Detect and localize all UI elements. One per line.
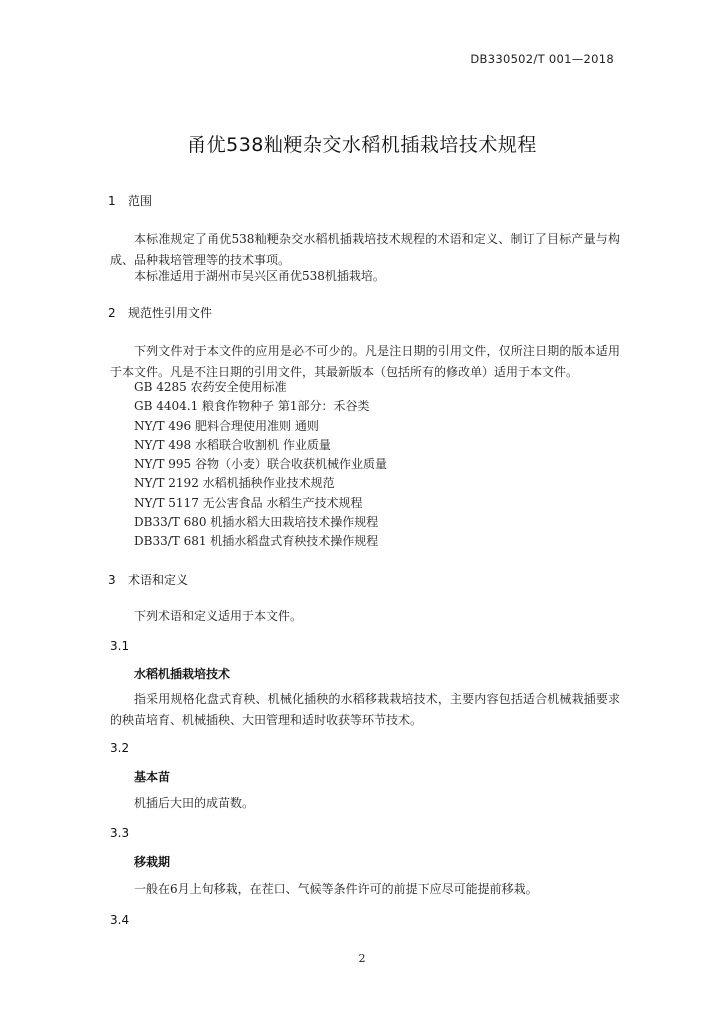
- standard-code: DB330502/T 001—2018: [470, 52, 614, 66]
- section-number: 1: [108, 194, 116, 208]
- term-name: 水稻机插栽培技术: [134, 667, 231, 681]
- reference-item: NY/T 496 肥料合理使用准则 通则: [134, 418, 319, 433]
- page-number: 2: [358, 952, 366, 965]
- term-name: 基本苗: [134, 770, 171, 784]
- reference-list: [134, 378, 387, 552]
- document-title: 甬优538籼粳杂交水稻机插栽培技术规程: [187, 134, 537, 156]
- reference-item: DB33/T 680 机插水稻大田栽培技术操作规程: [134, 515, 379, 530]
- section-heading-normative-references: [108, 304, 212, 321]
- section-title: 规范性引用文件: [128, 306, 213, 320]
- term-name: 移栽期: [134, 855, 171, 869]
- term-number: 3.3: [110, 826, 130, 840]
- section-title: 术语和定义: [128, 573, 189, 587]
- term-definition: 指采用规格化盘式育秧、机械化插秧的水稻移栽栽培技术，主要内容包括适合机械栽插要求的秧苗培育、机械插秧、大田管理和适时收获等环节技术。: [110, 692, 620, 727]
- section-number: 3: [108, 573, 116, 587]
- scope-paragraph: 本标准规定了甬优538籼粳杂交水稻机插栽培技术规程的术语和定义、制订了目标产量与构成、品种栽培管理等的技术事项。: [110, 232, 620, 267]
- terms-intro: 下列术语和定义适用于本文件。: [134, 609, 303, 623]
- reference-item: DB33/T 681 机插水稻盘式育秧技术操作规程: [134, 534, 379, 549]
- section-heading-scope: [108, 192, 152, 209]
- section-title: 范围: [128, 194, 153, 208]
- term-definition: 机插后大田的成苗数。: [134, 796, 255, 810]
- term-number: 3.2: [110, 741, 130, 755]
- term-number: 3.1: [110, 639, 130, 653]
- reference-item: GB 4404.1 粮食作物种子 第1部分：禾谷类: [134, 399, 370, 414]
- section-number: 2: [108, 306, 116, 320]
- reference-item: NY/T 2192 水稻机插秧作业技术规范: [134, 476, 335, 491]
- reference-item: NY/T 995 谷物（小麦）联合收获机械作业质量: [134, 457, 388, 472]
- term-definition: 一般在6月上旬移栽，在茬口、气候等条件许可的前提下应尽可能提前移栽。: [134, 882, 538, 896]
- references-intro: 下列文件对于本文件的应用是必不可少的。凡是注日期的引用文件，仅所注日期的版本适用于本文件。凡是不注日期的引用文件，其最新版本（包括所有的修改单）适用于本文件。: [110, 344, 620, 379]
- scope-applicability: 本标准适用于湖州市吴兴区甬优538机插栽培。: [134, 269, 385, 283]
- reference-item: NY/T 498 水稻联合收割机 作业质量: [134, 437, 331, 452]
- reference-item: NY/T 5117 无公害食品 水稻生产技术规程: [134, 495, 363, 510]
- section-heading-terms: [108, 571, 188, 588]
- reference-item: GB 4285 农药安全使用标准: [134, 380, 287, 394]
- term-number: 3.4: [110, 913, 130, 927]
